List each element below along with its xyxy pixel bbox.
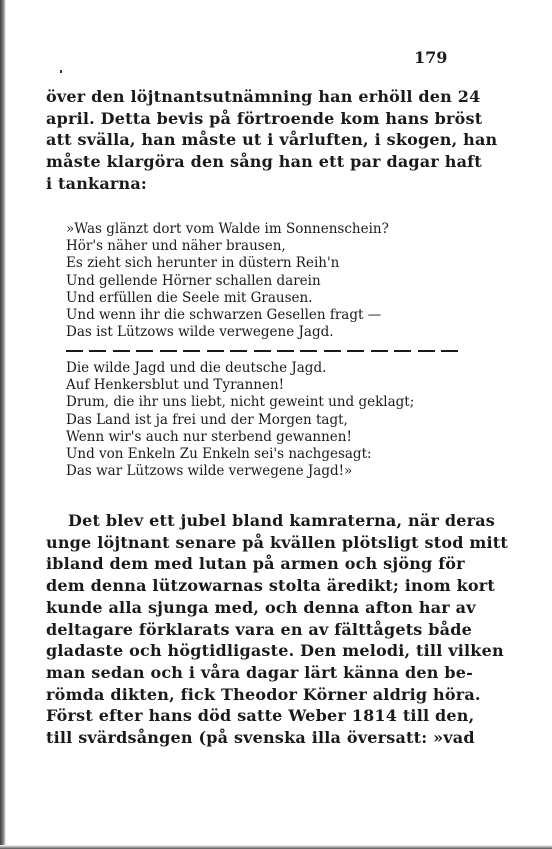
poem-line: »Was glänzt dort vom Walde im Sonnenschein? <box>66 221 389 237</box>
intro-paragraph <box>46 86 498 195</box>
poem-line: Und erfüllen die Seele mit Grausen. <box>66 289 313 306</box>
intro-line: i tankarna: <box>46 173 148 193</box>
outro-line: römda dikten, fick Theodor Körner aldrig höra. <box>46 684 481 704</box>
ellipsis-dash-rule <box>66 348 458 354</box>
outro-line: till svärdsången (på svenska illa översatt: »vad <box>46 728 475 748</box>
poem-line: Und gellende Hörner schallen darein <box>66 272 321 289</box>
outro-line: deltagare förklarats vara en av fälttågets både <box>46 619 473 639</box>
poem-line: Hör's näher und näher brausen, <box>66 238 286 255</box>
outro-line: gladaste och högtidligaste. Den melodi, till vilken <box>46 641 504 661</box>
poem-line: Das Land ist ja frei und der Morgen tagt, <box>66 411 348 428</box>
poem-stanza-2 <box>66 360 458 480</box>
intro-line: över den löjtnantsutnämning han erhöll den 24 <box>46 87 481 106</box>
outro-line: Det blev ett jubel bland kamraterna, när deras <box>68 511 496 530</box>
poem-line: Und wenn ihr die schwarzen Gesellen fragt — <box>66 307 382 324</box>
poem-line: Drum, die ihr uns liebt, nicht geweint und geklagt; <box>66 394 415 411</box>
poem-line: Das war Lützows wilde verwegene Jagd!» <box>66 463 353 480</box>
poem-stanza-1 <box>66 221 458 341</box>
intro-line: måste klargöra den sång han ett par dagar haft <box>46 152 482 172</box>
scan-bottom-shadow <box>0 845 552 849</box>
outro-line: ibland dem med lutan på armen och sjöng för <box>46 554 465 574</box>
outro-line: man sedan och i våra dagar lärt känna den be- <box>46 662 473 682</box>
outro-line: kunde alla sjunga med, och denna afton har av <box>46 597 476 617</box>
outro-line: Först efter hans död satte Weber 1814 till den, <box>46 706 475 726</box>
poem-line: Wenn wir's auch nur sterbend gewannen! <box>66 428 352 445</box>
poem-line: Die wilde Jagd und die deutsche Jagd. <box>66 360 327 376</box>
outro-line: unge löjtnant senare på kvällen plötsligt stod mitt <box>46 532 508 552</box>
page-number: 179 <box>414 48 448 67</box>
intro-line: att svälla, han måste ut i vårluften, i skogen, han <box>46 130 498 150</box>
outro-paragraph <box>46 510 508 749</box>
scan-edge-shadow <box>0 0 6 849</box>
outro-line: dem denna lützowarnas stolta äredikt; inom kort <box>46 576 495 596</box>
poem-line: Auf Henkersblut und Tyrannen! <box>66 377 285 394</box>
print-speck <box>60 70 62 73</box>
poem-line: Es zieht sich herunter in düstern Reih'n <box>66 255 340 272</box>
poem-line: Und von Enkeln Zu Enkeln sei's nachgesagt: <box>66 446 372 463</box>
intro-line: april. Detta bevis på förtroende kom hans bröst <box>46 108 483 128</box>
poem-line: Das ist Lützows wilde verwegene Jagd. <box>66 324 334 341</box>
